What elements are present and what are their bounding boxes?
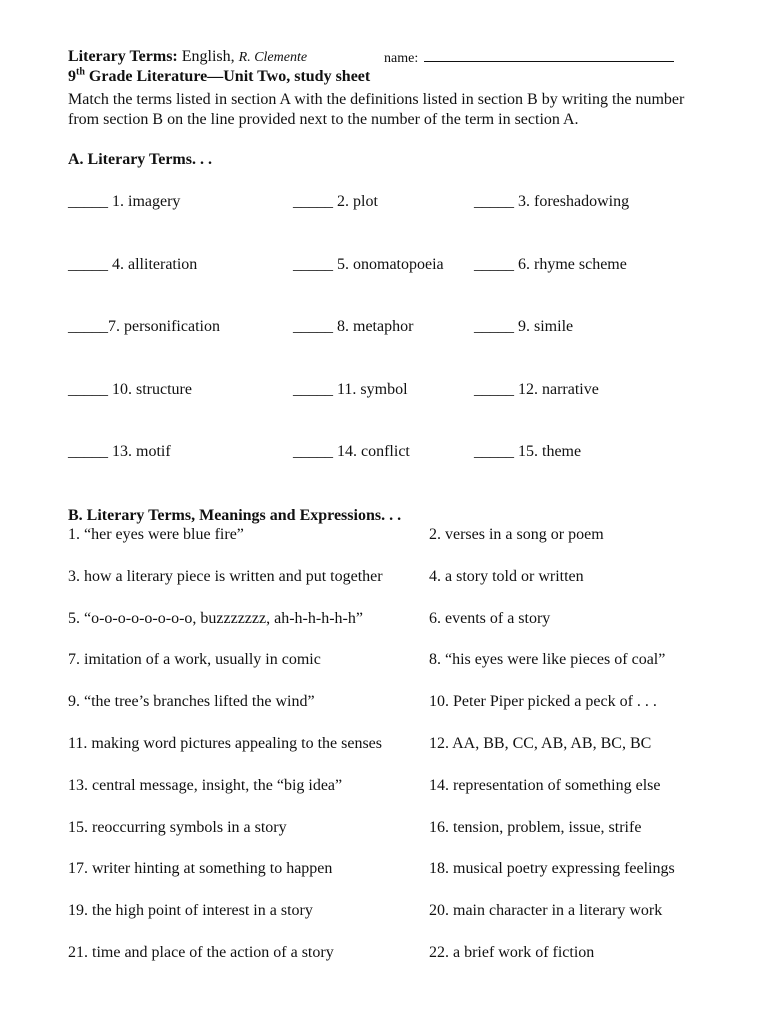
definition-item: 21. time and place of the action of a story — [68, 944, 334, 961]
definition-item: 12. AA, BB, CC, AB, AB, BC, BC — [429, 735, 652, 752]
definition-row — [68, 860, 728, 882]
worksheet-title: Literary Terms: — [68, 48, 178, 65]
term-row — [68, 256, 708, 278]
term-item[interactable]: _____ 14. conflict — [293, 443, 410, 460]
grade-suffix: th — [76, 66, 85, 78]
definition-item: 19. the high point of interest in a story — [68, 902, 313, 919]
term-item[interactable]: _____ 5. onomatopoeia — [293, 256, 444, 273]
definition-item: 18. musical poetry expressing feelings — [429, 860, 675, 877]
definition-row — [68, 693, 728, 715]
name-blank-line[interactable] — [424, 48, 674, 62]
definition-row — [68, 735, 728, 757]
definition-item: 5. “o-o-o-o-o-o-o-o, buzzzzzzz, ah-h-h-h-h-h” — [68, 610, 363, 627]
term-item[interactable]: _____ 10. structure — [68, 381, 192, 398]
worksheet-header — [68, 48, 708, 70]
term-item[interactable]: _____ 13. motif — [68, 443, 171, 460]
definition-item: 16. tension, problem, issue, strife — [429, 819, 642, 836]
term-item[interactable]: _____ 1. imagery — [68, 193, 181, 210]
term-item[interactable]: _____ 12. narrative — [474, 381, 599, 398]
definition-row — [68, 568, 728, 590]
definition-row — [68, 526, 728, 548]
definition-row — [68, 902, 728, 924]
definition-item: 4. a story told or written — [429, 568, 584, 585]
definition-item: 1. “her eyes were blue fire” — [68, 526, 244, 543]
definition-item: 7. imitation of a work, usually in comic — [68, 651, 321, 668]
definition-row — [68, 944, 728, 966]
definition-item: 14. representation of something else — [429, 777, 661, 794]
instructions-text: Match the terms listed in section A with the definitions listed in section B by writing the number from section B on the line provided next to the number of the term in section A. — [68, 91, 685, 128]
term-row — [68, 443, 708, 465]
term-item[interactable]: _____ 4. alliteration — [68, 256, 198, 273]
term-row — [68, 193, 708, 215]
definition-item: 20. main character in a literary work — [429, 902, 663, 919]
definition-item: 8. “his eyes were like pieces of coal” — [429, 651, 666, 668]
term-row — [68, 318, 708, 340]
definition-item: 13. central message, insight, the “big idea” — [68, 777, 343, 794]
name-label: name: — [384, 51, 419, 66]
definition-item: 2. verses in a song or poem — [429, 526, 604, 543]
definition-row — [68, 777, 728, 799]
definition-item: 3. how a literary piece is written and put together — [68, 568, 383, 585]
term-item[interactable]: _____ 15. theme — [474, 443, 582, 460]
subject-text: English, — [177, 48, 239, 65]
term-item[interactable]: _____7. personification — [68, 318, 220, 335]
term-item[interactable]: _____ 3. foreshadowing — [474, 193, 630, 210]
definition-item: 22. a brief work of fiction — [429, 944, 595, 961]
name-field[interactable] — [384, 48, 674, 67]
unit-title: Grade Literature—Unit Two, study sheet — [84, 68, 371, 85]
term-item[interactable]: _____ 11. symbol — [293, 381, 408, 398]
definition-item: 11. making word pictures appealing to the senses — [68, 735, 382, 752]
definition-row — [68, 610, 728, 632]
grade-number: 9 — [68, 68, 76, 85]
term-item[interactable]: _____ 9. simile — [474, 318, 574, 335]
teacher-name: R. Clemente — [238, 50, 308, 65]
term-item[interactable]: _____ 8. metaphor — [293, 318, 414, 335]
definition-item: 10. Peter Piper picked a peck of . . . — [429, 693, 657, 710]
term-item[interactable]: _____ 2. plot — [293, 193, 378, 210]
section-b-title: B. Literary Terms, Meanings and Expressions. . . — [68, 507, 402, 524]
unit-heading — [68, 68, 370, 86]
definition-item: 6. events of a story — [429, 610, 551, 627]
definition-item: 15. reoccurring symbols in a story — [68, 819, 287, 836]
definition-item: 17. writer hinting at something to happen — [68, 860, 333, 877]
definition-item: 9. “the tree’s branches lifted the wind” — [68, 693, 315, 710]
section-a-title: A. Literary Terms. . . — [68, 151, 212, 168]
term-item[interactable]: _____ 6. rhyme scheme — [474, 256, 627, 273]
term-row — [68, 381, 708, 403]
definition-row — [68, 651, 728, 673]
definition-row — [68, 819, 728, 841]
